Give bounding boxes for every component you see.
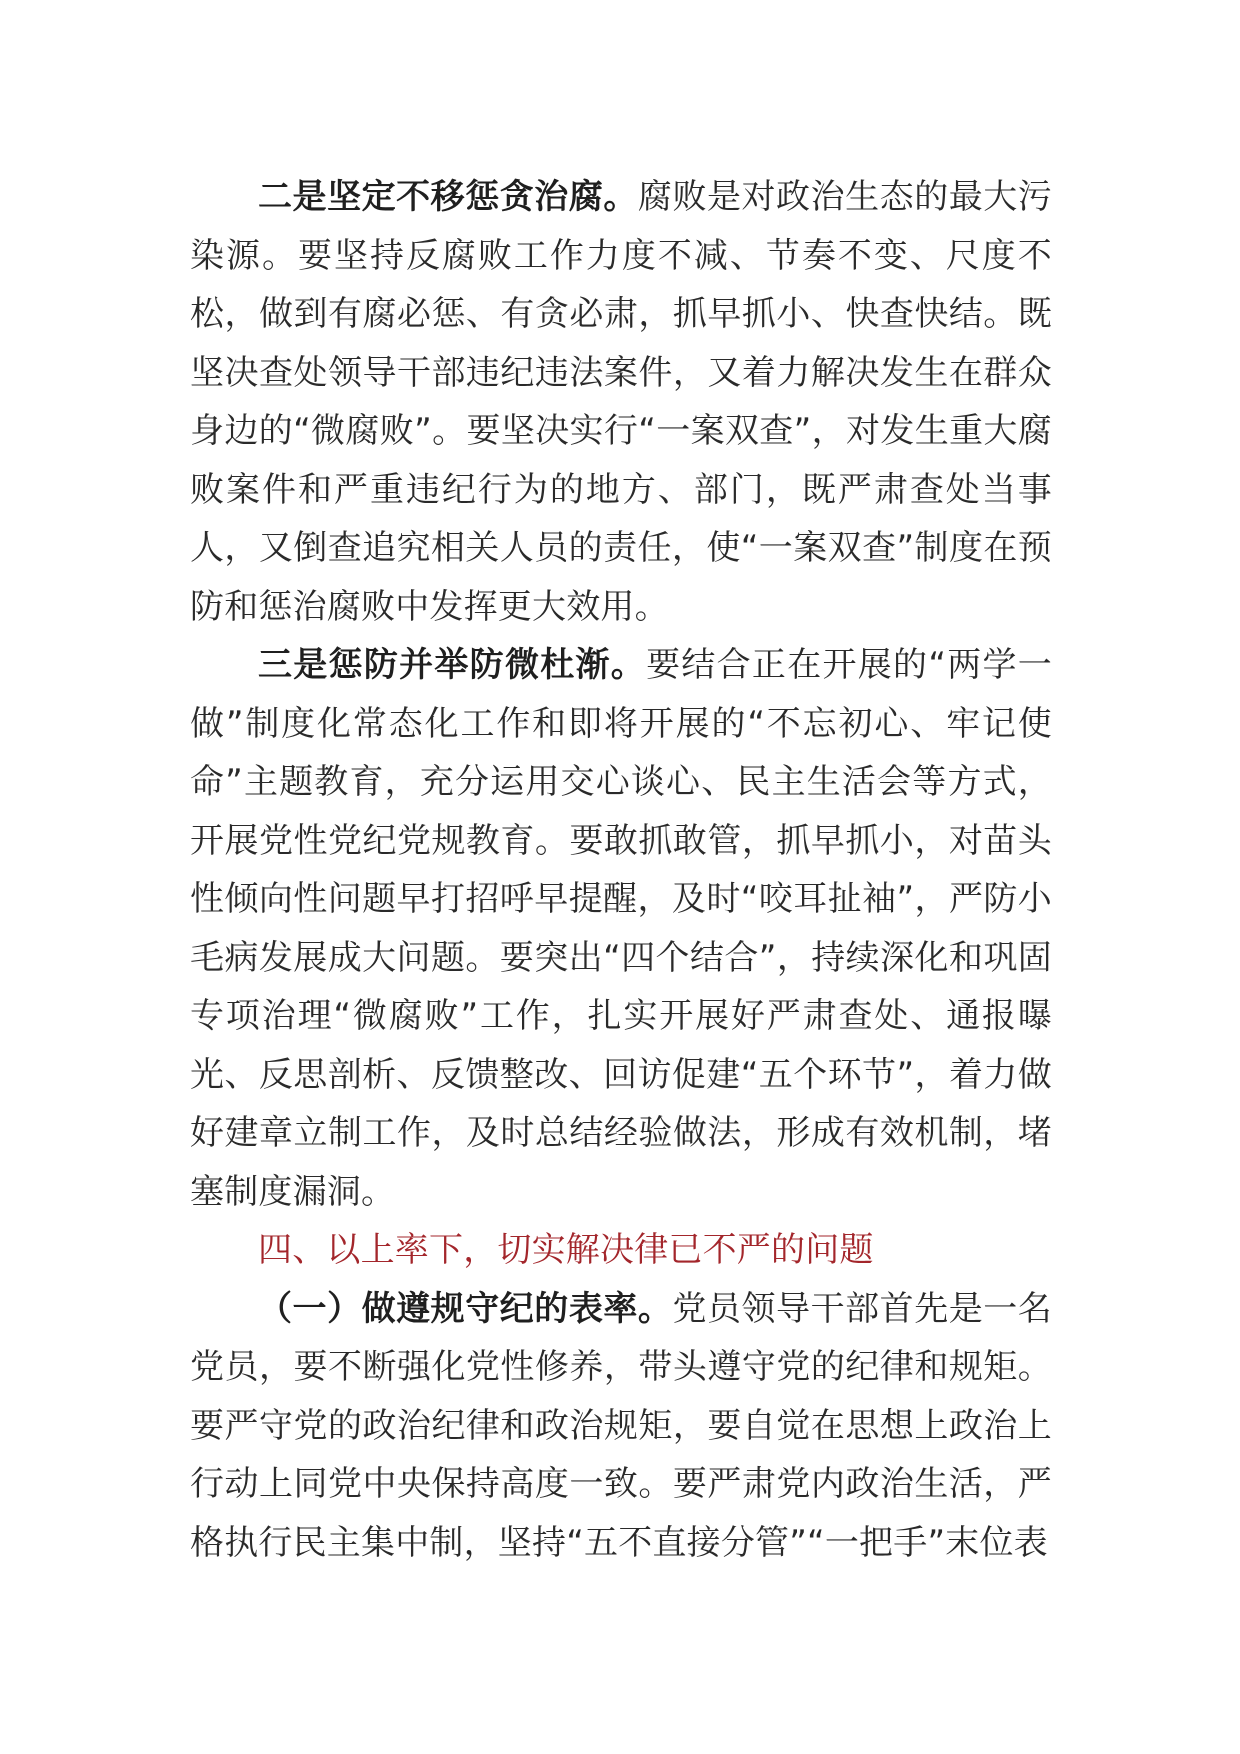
paragraph-prevention <box>190 636 1052 1221</box>
subsection-lead-title: （一）做遵规守纪的表率。 <box>258 1288 673 1329</box>
document-body <box>190 168 1052 1572</box>
paragraph-text: 党员领导干部首先是一名党员，要不断强化党性修养，带头遵守党的纪律和规矩。要严守党的政治纪律和政治规矩，要自觉在思想上政治上行动上同党中央保持高度一致。要严肃党内政治生活，严格执行民主集中制，坚持“五不直接分管”“一把手”末位表 <box>190 1288 1052 1563</box>
paragraph-text: 腐败是对政治生态的最大污染源。要坚持反腐败工作力度不减、节奏不变、尺度不松，做到有腐必惩、有贪必肃，抓早抓小、快查快结。既坚决查处领导干部违纪违法案件，又着力解决发生在群众身边的“微腐败”。要坚决实行“一案双查”，对发生重大腐败案件和严重违纪行为的地方、部门，既严肃查处当事人，又倒查追究相关人员的责任，使“一案双查”制度在预防和惩治腐败中发挥更大效用。 <box>190 177 1053 627</box>
section-heading: 四、以上率下，切实解决律已不严的问题 <box>258 1230 874 1270</box>
paragraph-exemplar <box>190 1280 1052 1573</box>
paragraph-anti-corruption <box>190 168 1052 636</box>
paragraph-text: 要结合正在开展的“两学一做”制度化常态化工作和即将开展的“不忘初心、牢记使命”主题教育，充分运用交心谈心、民主生活会等方式，开展党性党纪党规教育。要敢抓敢管，抓早抓小，对苗头性倾向性问题早打招呼早提醒，及时“咬耳扯袖”，严防小毛病发展成大问题。要突出“四个结合”，持续深化和巩固专项治理“微腐败”工作，扎实开展好严肃查处、通报曝光、反思剖析、反馈整改、回访促建“五个环节”，着力做好建章立制工作，及时总结经验做法，形成有效机制，堵塞制度漏洞。 <box>190 645 1052 1212</box>
paragraph-lead-title: 三是惩防并举防微杜渐。 <box>258 645 647 685</box>
paragraph-lead-title: 二是坚定不移惩贪治腐。 <box>258 177 638 217</box>
